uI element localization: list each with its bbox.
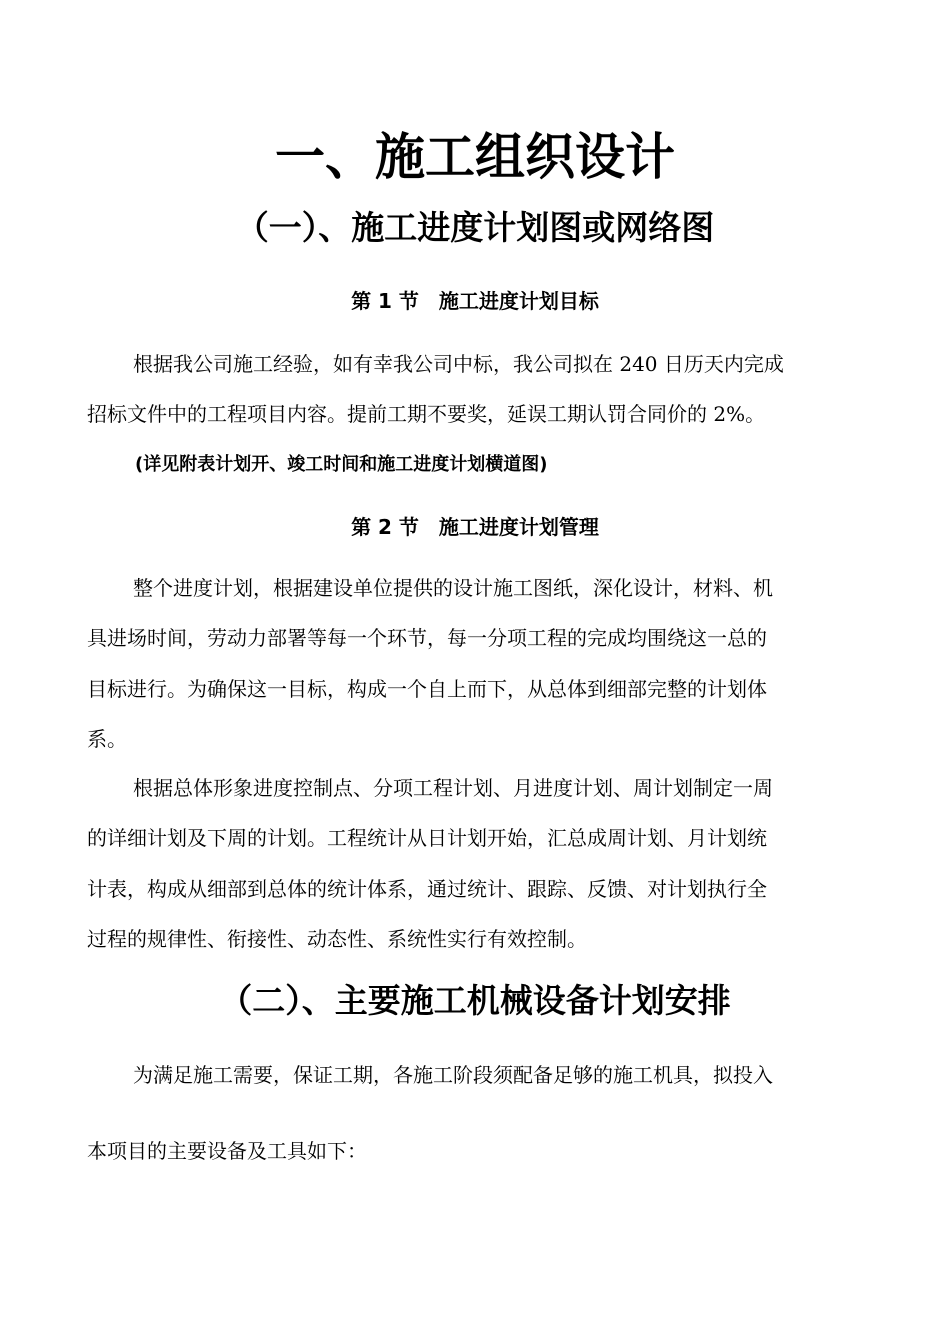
paragraph-line: 根据我公司施工经验，如有幸我公司中标，我公司拟在 240 日历天内完成 [133,352,784,376]
paragraph-line: 具进场时间，劳动力部署等每一个环节，每一分项工程的完成均围绕这一总的 [87,626,767,650]
paragraph-line: 本项目的主要设备及工具如下： [87,1139,367,1163]
paragraph-line: 过程的规律性、衔接性、动态性、系统性实行有效控制。 [87,927,587,951]
subsection-heading-1: 第 1 节 施工进度计划目标 [351,289,599,313]
document-title: 一、施工组织设计 [275,128,675,186]
paragraph-line: 目标进行。为确保这一目标，构成一个自上而下，从总体到细部完整的计划体 [87,677,767,701]
paragraph-line: 系。 [87,727,127,751]
paragraph-line: 整个进度计划，根据建设单位提供的设计施工图纸，深化设计，材料、机 [133,576,773,600]
paragraph-line: 计表，构成从细部到总体的统计体系，通过统计、跟踪、反馈、对计划执行全 [87,877,767,901]
paragraph-line: 招标文件中的工程项目内容。提前工期不要奖，延误工期认罚合同价的 2%。 [87,402,766,426]
paragraph-line: 根据总体形象进度控制点、分项工程计划、月进度计划、周计划制定一周 [133,776,773,800]
section-heading-1: （一）、施工进度计划图或网络图 [235,208,715,247]
subsection-heading-2: 第 2 节 施工进度计划管理 [351,515,599,539]
paragraph-line: 为满足施工需要，保证工期，各施工阶段须配备足够的施工机具，拟投入 [133,1063,773,1087]
schedule-note: (详见附表计划开、竣工时间和施工进度计划横道图) [135,454,548,475]
paragraph-line: 的详细计划及下周的计划。工程统计从日计划开始，汇总成周计划、月计划统 [87,826,767,850]
section-heading-2: （二）、主要施工机械设备计划安排 [219,981,731,1020]
